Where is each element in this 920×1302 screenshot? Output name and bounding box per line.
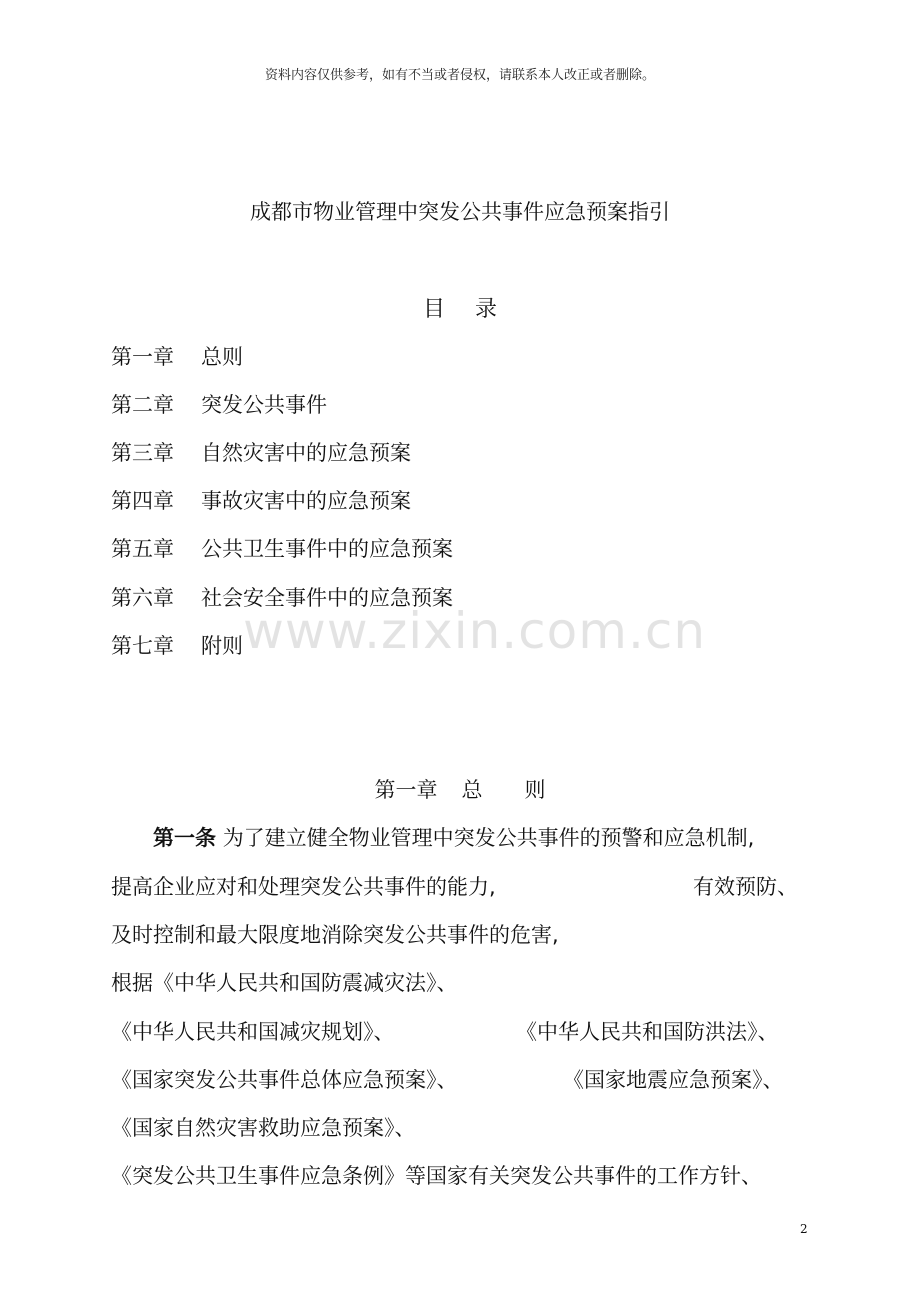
line-text: 为了建立健全物业管理中突发公共事件的预警和应急机制, — [222, 826, 755, 850]
paragraph-line: 及时控制和最大限度地消除突发公共事件的危害, — [111, 923, 559, 947]
paragraph-line: 《国家自然灾害救助应急预案》、 — [111, 1116, 416, 1140]
toc-item-label: 社会安全事件中的应急预案 — [201, 586, 453, 610]
paragraph-line: 提高企业应对和处理突发公共事件的能力, — [111, 875, 496, 899]
toc-item-label: 附则 — [201, 634, 243, 658]
toc-item-number: 第五章 — [111, 537, 174, 561]
chapter-title-char: 总 — [461, 778, 483, 802]
paragraph-line: 《国家突发公共事件总体应急预案》、 — [111, 1068, 458, 1092]
toc-item — [111, 437, 411, 467]
header-notice: 资料内容仅供参考，如有不当或者侵权，请联系本人改正或者删除。 — [264, 68, 655, 83]
toc-item — [111, 485, 411, 515]
watermark: www.zixin.com.cn — [243, 602, 707, 660]
paragraph-line — [153, 822, 754, 852]
chapter-title — [0, 774, 920, 804]
toc-item-number: 第七章 — [111, 634, 174, 658]
page-number: 2 — [800, 1222, 808, 1236]
toc-item-label: 公共卫生事件中的应急预案 — [201, 537, 453, 561]
toc-item — [111, 630, 243, 660]
toc-item-number: 第二章 — [111, 393, 174, 417]
toc-item-number: 第六章 — [111, 586, 174, 610]
toc-item-label: 自然灾害中的应急预案 — [201, 441, 411, 465]
toc-item — [111, 533, 453, 563]
toc-item-label: 突发公共事件 — [201, 393, 327, 417]
toc-item-label: 事故灾害中的应急预案 — [201, 489, 411, 513]
toc-item-label: 总则 — [201, 345, 243, 369]
toc-item — [111, 341, 243, 371]
paragraph-line: 《中华人民共和国减灾规划》、 — [111, 1020, 395, 1044]
article-label: 第一条 — [153, 825, 216, 850]
paragraph-line: 《中华人民共和国防洪法》、 — [516, 1020, 779, 1044]
toc-item-number: 第四章 — [111, 489, 174, 513]
chapter-title-char: 则 — [524, 778, 546, 802]
chapter-number: 第一章 — [374, 778, 438, 802]
toc-item-number: 第三章 — [111, 441, 174, 465]
paragraph-line: 《突发公共卫生事件应急条例》等国家有关突发公共事件的工作方针、 — [111, 1164, 762, 1188]
paragraph-line: 有效预防、 — [693, 875, 798, 899]
document-title: 成都市物业管理中突发公共事件应急预案指引 — [250, 200, 670, 224]
toc-item — [111, 389, 327, 419]
paragraph-line: 根据《中华人民共和国防震减灾法》、 — [111, 971, 458, 995]
paragraph-line: 《国家地震应急预案》、 — [563, 1068, 784, 1092]
toc-item-number: 第一章 — [111, 345, 174, 369]
toc-title: 目录 — [422, 297, 527, 322]
